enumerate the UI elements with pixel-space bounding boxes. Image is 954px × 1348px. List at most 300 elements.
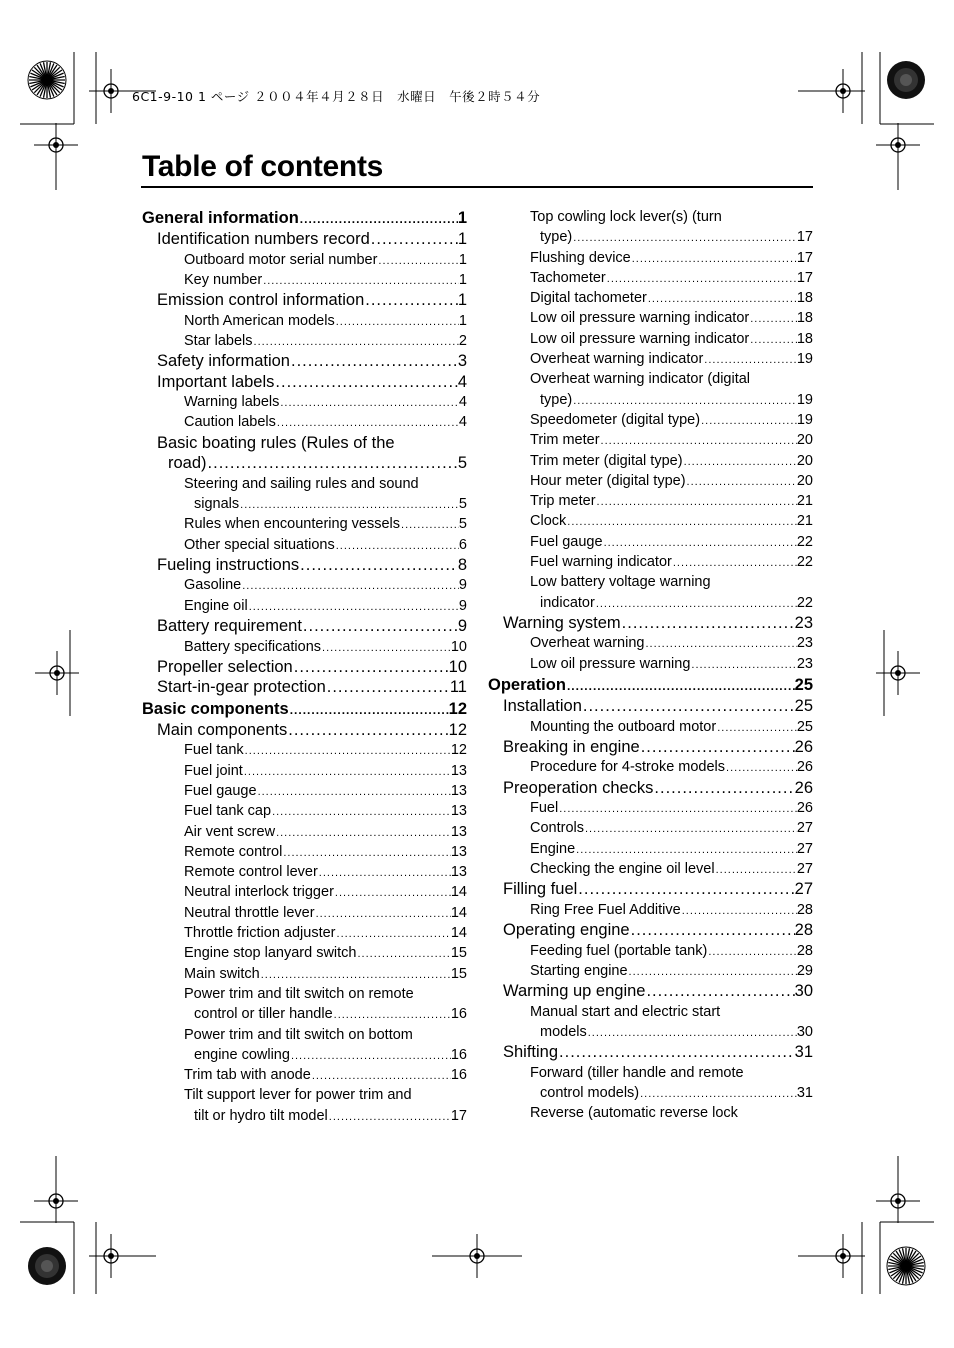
toc-entry-title: Forward (tiller handle and remote — [530, 1064, 744, 1081]
toc-entry-title: control models) — [540, 1085, 640, 1102]
toc-entry-title: Low oil pressure warning — [530, 655, 691, 672]
toc-entry-title: Preoperation checks — [503, 778, 654, 797]
toc-entry-title: Neutral interlock trigger — [184, 884, 334, 901]
toc-dot-leader — [253, 332, 459, 351]
toc-entry-title: Neutral throttle lever — [184, 904, 315, 921]
toc-entry[interactable] — [142, 555, 467, 576]
toc-page-number: 9 — [458, 597, 467, 614]
toc-entry[interactable] — [142, 698, 467, 720]
toc-entry-title: road) — [168, 454, 207, 473]
toc-entry-title: Throttle friction adjuster — [184, 925, 336, 942]
toc-page-number: 9 — [458, 577, 467, 594]
toc-dot-leader — [333, 1005, 451, 1024]
toc-entry[interactable] — [488, 593, 813, 613]
toc-page-number: 29 — [796, 962, 813, 979]
toc-page-number: 27 — [796, 861, 813, 878]
toc-dot-leader — [275, 823, 451, 842]
toc-entry[interactable] — [142, 311, 467, 331]
toc-entry-title: Top cowling lock lever(s) (turn — [530, 209, 722, 225]
toc-entry-title: Basic boating rules (Rules of the — [157, 433, 395, 452]
toc-entry[interactable] — [488, 471, 813, 491]
toc-page-number: 31 — [796, 1085, 813, 1102]
toc-entry[interactable] — [488, 572, 813, 592]
toc-page-number: 14 — [450, 925, 467, 942]
toc-page-number: 13 — [450, 843, 467, 860]
toc-page-number: 19 — [796, 391, 813, 408]
toc-entry-title: Trim tab with anode — [184, 1067, 311, 1084]
toc-entry-title: Filling fuel — [503, 880, 578, 899]
toc-entry-title: Trip meter — [530, 493, 596, 510]
toc-entry[interactable] — [142, 535, 467, 555]
toc-page-number: 13 — [450, 864, 467, 881]
toc-page-number: 12 — [450, 742, 467, 759]
toc-entry[interactable] — [488, 451, 813, 471]
toc-dot-leader — [715, 860, 797, 879]
toc-entry[interactable] — [488, 329, 813, 349]
toc-page-number: 28 — [796, 901, 813, 918]
toc-entry-title: Overheat warning indicator — [530, 351, 704, 368]
toc-entry[interactable] — [142, 596, 467, 616]
toc-page-number: 5 — [458, 496, 467, 513]
toc-entry-title: Trim meter — [530, 432, 600, 449]
toc-page-number: 8 — [457, 555, 467, 574]
toc-entry[interactable] — [488, 410, 813, 430]
toc-dot-leader — [207, 453, 458, 474]
toc-entry-title: Clock — [530, 513, 567, 530]
toc-entry[interactable] — [142, 822, 467, 842]
toc-page-number: 21 — [796, 493, 813, 510]
toc-entry-title: General information — [142, 209, 299, 227]
toc-entry-title: Outboard motor serial number — [184, 251, 378, 268]
toc-dot-leader — [290, 351, 458, 372]
toc-dot-leader — [311, 1066, 451, 1085]
toc-page-number: 3 — [457, 352, 467, 371]
toc-entry[interactable] — [142, 351, 467, 372]
toc-dot-leader — [644, 634, 796, 653]
toc-entry[interactable] — [488, 369, 813, 389]
toc-dot-leader — [596, 492, 797, 511]
toc-dot-leader — [315, 904, 451, 923]
toc-entry-title: Warming up engine — [503, 982, 646, 1001]
toc-entry[interactable] — [488, 207, 813, 227]
toc-entry[interactable] — [488, 1083, 813, 1103]
toc-dot-leader — [703, 350, 797, 369]
toc-entry-title: Identification numbers record — [157, 230, 370, 248]
toc-page-number: 10 — [448, 657, 467, 676]
toc-entry[interactable] — [488, 778, 813, 799]
toc-dot-leader — [584, 819, 797, 838]
toc-dot-leader — [334, 883, 451, 902]
toc-dot-leader — [647, 289, 797, 308]
toc-entry[interactable] — [488, 288, 813, 308]
toc-dot-leader — [681, 901, 797, 920]
toc-page-number: 16 — [450, 1006, 467, 1023]
toc-entry-title: Controls — [530, 820, 584, 837]
toc-entry[interactable] — [488, 1042, 813, 1063]
toc-page-number: 25 — [794, 676, 813, 695]
toc-entry[interactable] — [142, 801, 467, 821]
toc-dot-leader — [686, 472, 797, 491]
toc-page-number: 31 — [794, 1043, 813, 1062]
toc-entry[interactable] — [142, 331, 467, 351]
toc-entry-title: Operating engine — [503, 921, 630, 940]
toc-dot-leader — [248, 597, 459, 616]
toc-page-number: 1 — [458, 251, 467, 268]
toc-page-number: 10 — [450, 638, 467, 655]
toc-entry-title: Fuel tank cap — [184, 803, 272, 820]
toc-entry-title: Warning labels — [184, 394, 280, 411]
toc-entry[interactable] — [488, 717, 813, 737]
toc-dot-leader — [716, 718, 797, 737]
toc-entry-title: Low oil pressure warning indicator — [530, 330, 750, 347]
toc-dot-leader — [603, 533, 797, 552]
toc-entry-title: Fuel joint — [184, 762, 243, 779]
toc-entry[interactable] — [488, 268, 813, 288]
toc-entry[interactable] — [142, 637, 467, 657]
toc-entry[interactable] — [488, 859, 813, 879]
toc-dot-leader — [274, 372, 457, 393]
toc-entry-title: Hour meter (digital type) — [530, 472, 686, 489]
toc-entry[interactable] — [488, 349, 813, 369]
toc-entry-title: Trim meter (digital type) — [530, 452, 683, 469]
toc-page-number: 23 — [794, 613, 813, 632]
toc-entry[interactable] — [142, 514, 467, 534]
toc-entry[interactable] — [142, 943, 467, 963]
toc-page-number: 16 — [450, 1067, 467, 1084]
toc-entry-title: Operation — [488, 676, 566, 695]
toc-entry[interactable] — [488, 390, 813, 410]
toc-entry-title: control or tiller handle — [194, 1006, 333, 1023]
toc-entry[interactable] — [142, 575, 467, 595]
toc-entry-title: Caution labels — [184, 414, 276, 431]
toc-entry[interactable] — [142, 207, 467, 229]
toc-entry-title: North American models — [184, 312, 335, 329]
toc-entry[interactable] — [488, 941, 813, 961]
toc-entry-title: Engine — [530, 840, 576, 857]
toc-dot-leader — [700, 411, 797, 430]
toc-dot-leader — [262, 271, 459, 290]
toc-page-number: 12 — [448, 699, 467, 718]
toc-entry[interactable] — [488, 491, 813, 511]
toc-page-number: 21 — [796, 513, 813, 530]
toc-entry[interactable] — [142, 903, 467, 923]
toc-entry-title: Air vent screw — [184, 823, 276, 840]
toc-left-column — [142, 207, 467, 1126]
toc-entry-title: models — [540, 1024, 587, 1040]
toc-entry-title: Mounting the outboard motor — [530, 718, 717, 735]
toc-entry-title: Remote control — [184, 843, 283, 860]
toc-page-number: 6 — [458, 536, 467, 553]
toc-page-number: 1 — [458, 271, 467, 288]
toc-dot-leader — [566, 675, 795, 696]
toc-dot-leader — [370, 229, 458, 250]
toc-entry[interactable] — [488, 511, 813, 531]
toc-entry[interactable] — [142, 1025, 467, 1045]
toc-dot-leader — [575, 840, 797, 859]
toc-page-number: 1 — [457, 230, 467, 248]
toc-entry-title: Emission control information — [157, 291, 365, 310]
toc-dot-leader — [628, 962, 797, 981]
toc-entry[interactable] — [488, 430, 813, 450]
toc-entry[interactable] — [488, 248, 813, 268]
toc-page-number: 22 — [796, 533, 813, 550]
toc-page-number: 28 — [794, 921, 813, 940]
toc-entry[interactable] — [488, 798, 813, 818]
toc-entry[interactable] — [142, 657, 467, 678]
toc-page-number: 20 — [796, 432, 813, 449]
toc-entry-title: Fuel gauge — [184, 782, 257, 799]
toc-dot-leader — [630, 920, 795, 941]
toc-dot-leader — [241, 576, 459, 595]
toc-entry[interactable] — [142, 412, 467, 432]
toc-entry-title: signals — [194, 496, 240, 513]
toc-entry[interactable] — [142, 781, 467, 801]
toc-entry[interactable] — [488, 981, 813, 1002]
toc-entry-title: Breaking in engine — [503, 737, 640, 756]
toc-entry-title: Gasoline — [184, 577, 242, 594]
toc-page-number: 20 — [796, 472, 813, 489]
toc-entry[interactable] — [142, 372, 467, 393]
toc-entry[interactable] — [142, 1004, 467, 1024]
toc-dot-leader — [558, 799, 797, 818]
toc-entry-title: Main components — [157, 720, 288, 739]
toc-entry[interactable] — [488, 839, 813, 859]
toc-page-number: 27 — [794, 880, 813, 899]
toc-dot-leader — [243, 762, 451, 781]
toc-page-number: 5 — [458, 516, 467, 533]
toc-page-number: 13 — [450, 823, 467, 840]
toc-dot-leader — [582, 696, 795, 717]
toc-page-number: 28 — [796, 942, 813, 959]
toc-page-number: 4 — [458, 394, 467, 411]
toc-dot-leader — [328, 1107, 451, 1126]
toc-entry[interactable] — [488, 532, 813, 552]
toc-entry-title: Installation — [503, 697, 582, 716]
toc-entry-title: Ring Free Fuel Additive — [530, 901, 681, 918]
toc-entry[interactable] — [142, 761, 467, 781]
toc-entry[interactable] — [142, 720, 467, 741]
toc-entry-title: Battery requirement — [157, 617, 302, 636]
toc-entry[interactable] — [488, 818, 813, 838]
toc-entry[interactable] — [488, 900, 813, 920]
toc-entry[interactable] — [488, 1002, 813, 1022]
page-title: Table of contents — [142, 150, 384, 183]
title-rule — [141, 186, 813, 188]
print-slug-header: 6C1-9-10 1 ページ ２００４年４月２８日 水曜日 午後２時５４分 — [132, 89, 541, 104]
toc-page-number: 4 — [458, 414, 467, 431]
toc-page-number: 16 — [450, 1046, 467, 1063]
toc-page-number: 19 — [796, 351, 813, 368]
toc-entry-title: Overheat warning — [530, 635, 645, 652]
toc-entry-title: Fuel warning indicator — [530, 554, 672, 571]
toc-page-number: 2 — [458, 332, 467, 349]
toc-page-number: 22 — [796, 594, 813, 611]
toc-dot-leader — [244, 741, 451, 760]
toc-page-number: 23 — [796, 635, 813, 652]
toc-entry[interactable] — [142, 677, 467, 698]
toc-dot-leader — [377, 251, 459, 270]
toc-page-number: 25 — [796, 718, 813, 735]
toc-dot-leader — [749, 309, 797, 328]
toc-entry[interactable] — [142, 474, 467, 494]
toc-dot-leader — [672, 553, 797, 572]
toc-entry-title: Low battery voltage warning — [530, 574, 711, 591]
toc-entry[interactable] — [488, 227, 813, 247]
toc-entry-title: engine cowling — [194, 1046, 290, 1063]
toc-page-number: 26 — [794, 778, 813, 797]
toc-entry[interactable] — [488, 1063, 813, 1083]
toc-entry[interactable] — [142, 453, 467, 474]
toc-entry[interactable] — [142, 433, 467, 454]
toc-entry[interactable] — [142, 494, 467, 514]
toc-dot-leader — [364, 290, 458, 311]
toc-page-number: 20 — [796, 452, 813, 469]
toc-entry-title: Warning system — [503, 613, 621, 632]
toc-dot-leader — [326, 677, 450, 698]
toc-page-number: 25 — [794, 697, 813, 716]
toc-entry[interactable] — [488, 613, 813, 634]
toc-page-number: 12 — [448, 720, 467, 739]
toc-entry[interactable] — [488, 757, 813, 777]
toc-page-number: 17 — [796, 269, 813, 286]
toc-entry-title: Digital tachometer — [530, 290, 647, 307]
toc-entry[interactable] — [142, 882, 467, 902]
toc-entry-title: Propeller selection — [157, 657, 293, 676]
toc-entry[interactable] — [142, 270, 467, 290]
toc-entry[interactable] — [142, 923, 467, 943]
toc-entry-title: indicator — [540, 594, 595, 611]
toc-entry-title: Fuel tank — [184, 742, 244, 759]
toc-dot-leader — [336, 924, 451, 943]
toc-page-number: 17 — [796, 249, 813, 266]
toc-dot-leader — [357, 944, 451, 963]
toc-entry[interactable] — [142, 862, 467, 882]
toc-entry[interactable] — [488, 654, 813, 674]
toc-dot-leader — [606, 269, 797, 288]
toc-entry-title: Steering and sailing rules and sound — [184, 475, 419, 492]
toc-entry-title: Feeding fuel (portable tank) — [530, 942, 708, 959]
toc-page-number: 30 — [796, 1024, 813, 1040]
toc-entry-title: Power trim and tilt switch on remote — [184, 985, 414, 1002]
toc-page-number: 30 — [794, 982, 813, 1001]
toc-entry[interactable] — [488, 737, 813, 758]
toc-dot-leader — [260, 965, 451, 984]
toc-entry-title: Key number — [184, 271, 263, 288]
toc-page-number: 1 — [457, 209, 467, 227]
toc-entry[interactable] — [142, 1065, 467, 1085]
toc-page-number: 17 — [796, 229, 813, 246]
toc-dot-leader — [631, 249, 797, 268]
toc-entry[interactable] — [488, 1022, 813, 1042]
toc-entry[interactable] — [142, 250, 467, 270]
toc-entry-title: Main switch — [184, 965, 260, 982]
toc-page-number: 27 — [796, 820, 813, 837]
toc-page-number: 14 — [450, 884, 467, 901]
toc-entry[interactable] — [488, 674, 813, 696]
toc-entry[interactable] — [488, 1103, 813, 1123]
toc-entry[interactable] — [142, 392, 467, 412]
toc-page-number: 18 — [796, 290, 813, 307]
toc-entry-title: Remote control lever — [184, 864, 318, 881]
toc-page-number: 22 — [796, 554, 813, 571]
toc-entry[interactable] — [142, 1085, 467, 1105]
toc-entry-title: tilt or hydro tilt model — [194, 1107, 328, 1124]
toc-entry[interactable] — [488, 552, 813, 572]
toc-entry[interactable] — [142, 616, 467, 637]
toc-entry[interactable] — [142, 1106, 467, 1126]
toc-entry[interactable] — [142, 984, 467, 1004]
toc-entry-title: Tilt support lever for power trim and — [184, 1087, 412, 1104]
toc-dot-leader — [257, 782, 451, 801]
toc-dot-leader — [645, 981, 794, 1002]
toc-entry-title: Rules when encountering vessels — [184, 516, 401, 533]
toc-entry[interactable] — [142, 964, 467, 984]
toc-dot-leader — [653, 778, 794, 799]
toc-entry-title: Overheat warning indicator (digital — [530, 371, 751, 388]
toc-dot-leader — [293, 657, 449, 678]
toc-dot-leader — [595, 594, 797, 613]
toc-page-number: 17 — [450, 1107, 467, 1124]
toc-entry[interactable] — [142, 740, 467, 760]
toc-entry[interactable] — [142, 842, 467, 862]
toc-entry[interactable] — [488, 879, 813, 900]
toc-dot-leader — [276, 413, 459, 432]
toc-dot-leader — [600, 431, 797, 450]
toc-right-column — [488, 207, 813, 1124]
toc-page-number: 9 — [457, 617, 467, 636]
toc-entry[interactable] — [142, 1045, 467, 1065]
toc-page-number: 26 — [794, 737, 813, 756]
toc-entry[interactable] — [488, 696, 813, 717]
toc-entry[interactable] — [142, 290, 467, 311]
toc-dot-leader — [683, 452, 797, 471]
toc-entry-title: Fuel — [530, 800, 559, 817]
toc-dot-leader — [290, 1046, 451, 1065]
toc-entry-title: Tachometer — [530, 269, 606, 286]
toc-entry-title: type) — [540, 229, 573, 246]
toc-dot-leader — [282, 843, 451, 862]
toc-entry-title: Manual start and electric start — [530, 1003, 721, 1020]
toc-page-number: 15 — [450, 945, 467, 962]
toc-page-number: 13 — [450, 762, 467, 779]
toc-entry[interactable] — [488, 308, 813, 328]
toc-page-number: 14 — [450, 904, 467, 921]
toc-page-number: 26 — [796, 759, 813, 776]
toc-page-number: 13 — [450, 803, 467, 820]
toc-entry[interactable] — [488, 961, 813, 981]
toc-dot-leader — [335, 536, 459, 555]
toc-entry-title: Safety information — [157, 352, 290, 371]
toc-entry-title: Engine stop lanyard switch — [184, 945, 357, 962]
toc-page-number: 15 — [450, 965, 467, 982]
toc-page-number: 13 — [450, 782, 467, 799]
toc-entry[interactable] — [488, 920, 813, 941]
toc-dot-leader — [287, 720, 448, 741]
toc-page-number: 19 — [796, 411, 813, 428]
toc-page-number: 18 — [796, 310, 813, 327]
toc-entry-title: Battery specifications — [184, 638, 322, 655]
toc-dot-leader — [400, 515, 459, 534]
toc-entry[interactable] — [488, 633, 813, 653]
toc-dot-leader — [289, 699, 449, 720]
toc-dot-leader — [587, 1023, 797, 1042]
toc-page-number: 11 — [449, 678, 467, 697]
toc-entry-title: Shifting — [503, 1043, 559, 1062]
toc-entry[interactable] — [142, 229, 467, 250]
toc-entry-title: Flushing device — [530, 249, 631, 266]
toc-dot-leader — [279, 393, 459, 412]
toc-dot-leader — [566, 512, 797, 531]
